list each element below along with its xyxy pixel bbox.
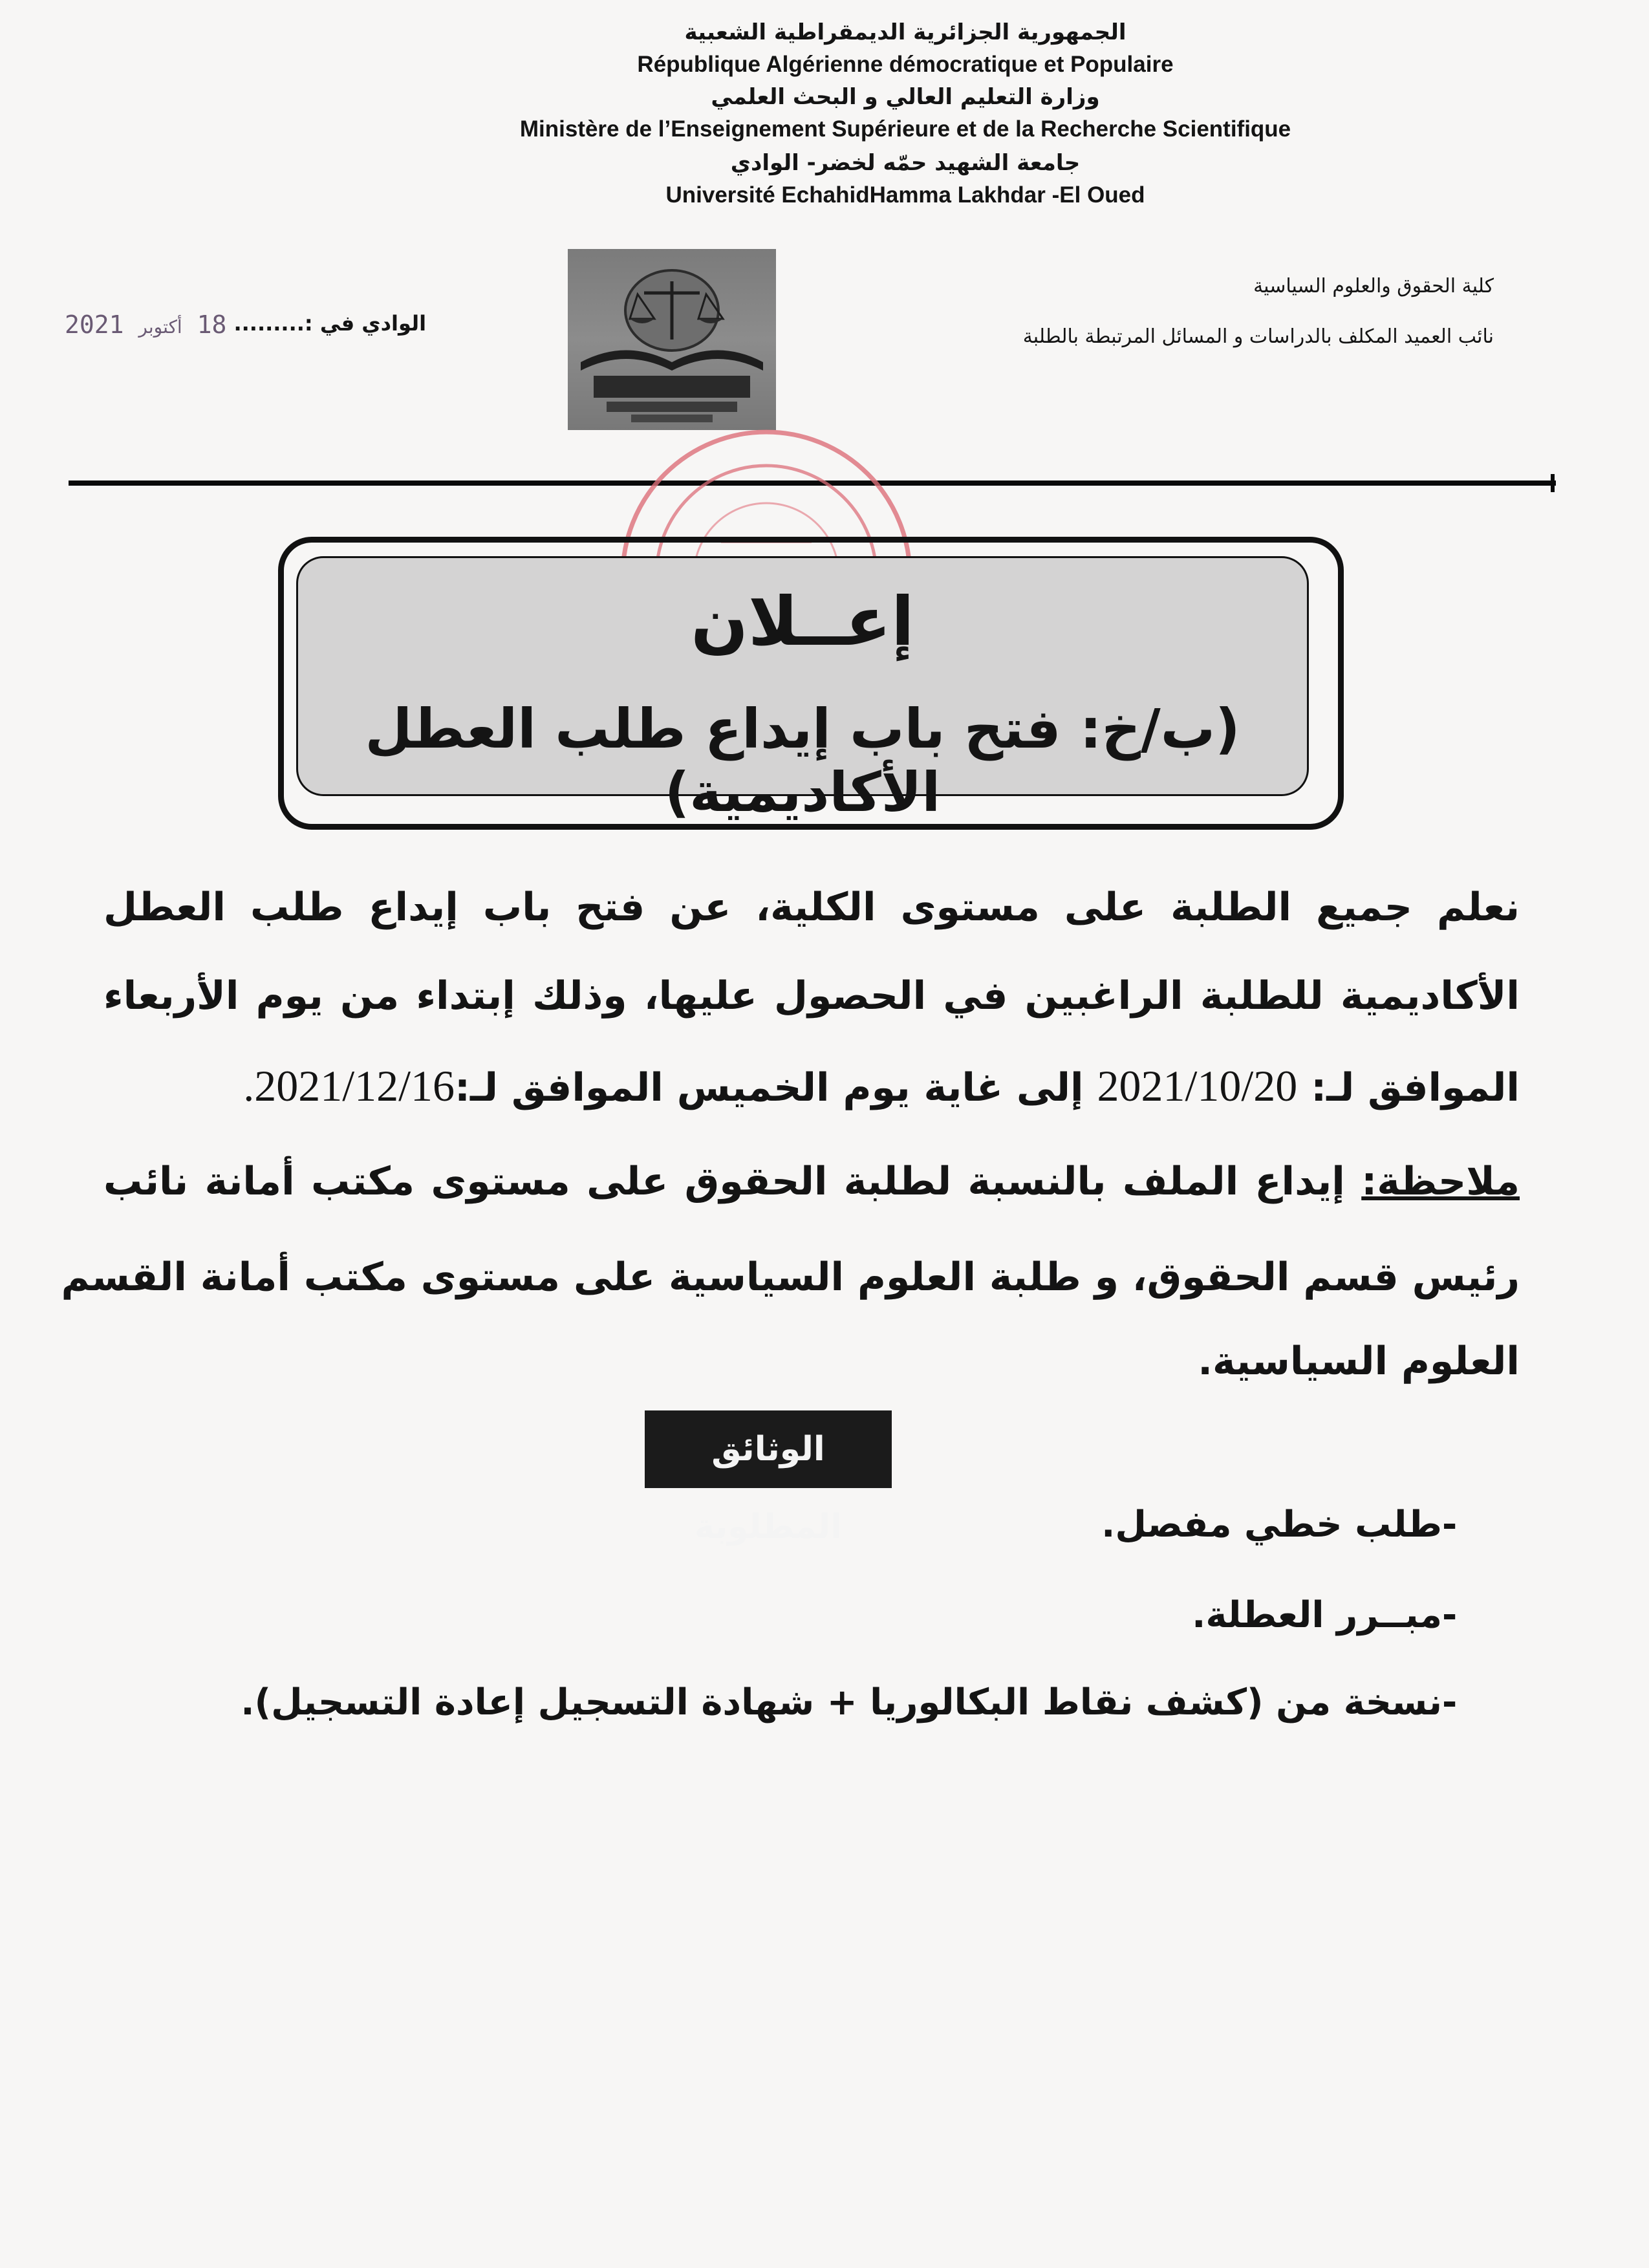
note-line-3: العلوم السياسية. bbox=[1198, 1339, 1520, 1384]
body-line-1: نعلم جميع الطلبة على مستوى الكلية، عن فتح باب إيداع طلب العطل bbox=[103, 885, 1520, 930]
body-line-3-middle: إلى غاية يوم الخميس الموافق لـ: bbox=[455, 1065, 1084, 1110]
document-item: -مبــرر العطلة. bbox=[1192, 1594, 1494, 1636]
faculty-logo bbox=[568, 249, 776, 430]
university-arabic: جامعة الشهيد حمّه لخضر- الوادي bbox=[730, 150, 1081, 176]
note-line-1 bbox=[103, 1159, 1520, 1204]
ministry-arabic: وزارة التعليم العالي و البحث العلمي bbox=[711, 84, 1100, 110]
start-date: 2021/10/20 bbox=[1097, 1061, 1298, 1110]
end-date: 2021/12/16. bbox=[243, 1061, 455, 1110]
faculty-name: كلية الحقوق والعلوم السياسية bbox=[1253, 275, 1494, 297]
scales-of-justice-icon bbox=[568, 249, 776, 430]
university-french: Université EchahidHamma Lakhdar -El Oued bbox=[665, 182, 1145, 208]
date-stamp: 18 أكتوبر 2021 bbox=[65, 310, 227, 339]
note-line-2: رئيس قسم الحقوق، و طلبة العلوم السياسية على مستوى مكتب أمانة القسم bbox=[61, 1255, 1520, 1300]
body-line-2: الأكاديمية للطلبة الراغبين في الحصول عليها، وذلك إبتداء من يوم الأربعاء bbox=[103, 973, 1520, 1019]
note-label: ملاحظة: bbox=[1361, 1159, 1520, 1204]
document-item: -طلب خطي مفصل. bbox=[1101, 1504, 1494, 1546]
announcement-title: إعــلان bbox=[691, 582, 914, 661]
announcement-subtitle: (ب/خ: فتح باب إيداع طلب العطل الأكاديمية) bbox=[365, 697, 1240, 824]
republic-french: République Algérienne démocratique et Populaire bbox=[637, 52, 1174, 77]
ministry-french: Ministère de l’Enseignement Supérieure et de la Recherche Scientifique bbox=[519, 116, 1291, 142]
faculty-office: نائب العميد المكلف بالدراسات و المسائل المرتبطة بالطلبة bbox=[1022, 325, 1494, 348]
bullet: - bbox=[1442, 1594, 1458, 1636]
header-divider-end bbox=[1551, 474, 1555, 492]
note-line-1-text: إيداع الملف بالنسبة لطلبة الحقوق على مستوى مكتب أمانة نائب bbox=[103, 1159, 1345, 1204]
document-item: -نسخة من (كشف نقاط البكالوريا + شهادة التسجيل إعادة التسجيل). bbox=[241, 1681, 1494, 1723]
date-line bbox=[65, 310, 426, 339]
date-label: الوادي في :......... bbox=[233, 311, 427, 336]
bullet: - bbox=[1442, 1681, 1458, 1723]
body-line-3 bbox=[103, 1061, 1520, 1112]
republic-arabic: الجمهورية الجزائرية الديمقراطية الشعبية bbox=[684, 19, 1126, 45]
required-documents-heading: الوثائق المطلوبة bbox=[645, 1410, 892, 1488]
bullet: - bbox=[1442, 1504, 1458, 1546]
body-line-3-prefix: الموافق لـ: bbox=[1311, 1065, 1520, 1110]
